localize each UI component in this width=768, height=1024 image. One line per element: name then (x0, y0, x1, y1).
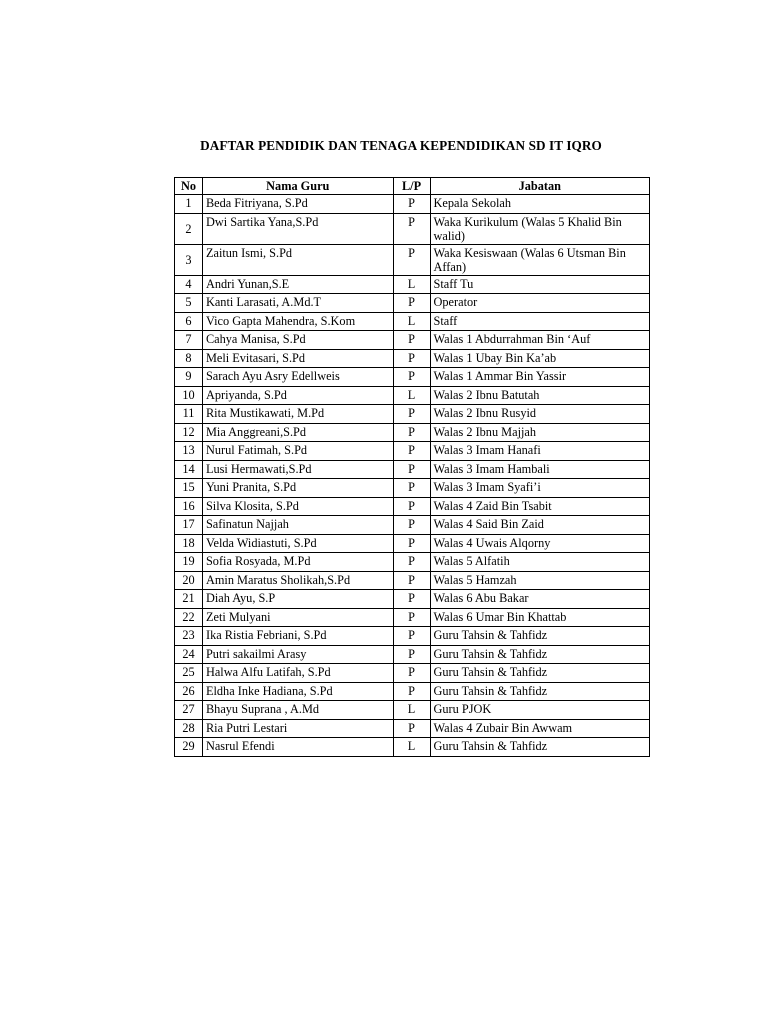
gender-cell: L (393, 386, 430, 405)
table-row (175, 719, 650, 738)
row-number: 9 (175, 368, 203, 387)
row-number: 2 (175, 213, 203, 244)
teacher-name: Nurul Fatimah, S.Pd (202, 442, 393, 461)
position-cell: Walas 4 Said Bin Zaid (430, 516, 649, 535)
gender-cell: P (393, 423, 430, 442)
row-number: 20 (175, 571, 203, 590)
gender-cell: P (393, 349, 430, 368)
table-row (175, 627, 650, 646)
row-number: 14 (175, 460, 203, 479)
row-number: 21 (175, 590, 203, 609)
position-cell: Walas 6 Umar Bin Khattab (430, 608, 649, 627)
gender-cell: P (393, 442, 430, 461)
gender-cell: P (393, 368, 430, 387)
row-number: 27 (175, 701, 203, 720)
teacher-name: Cahya Manisa, S.Pd (202, 331, 393, 350)
position-cell: Guru Tahsin & Tahfidz (430, 682, 649, 701)
gender-cell: P (393, 553, 430, 572)
teacher-name: Yuni Pranita, S.Pd (202, 479, 393, 498)
position-cell: Walas 2 Ibnu Rusyid (430, 405, 649, 424)
table-row (175, 275, 650, 294)
table-row (175, 497, 650, 516)
row-number: 29 (175, 738, 203, 757)
teacher-name: Putri sakailmi Arasy (202, 645, 393, 664)
row-number: 22 (175, 608, 203, 627)
gender-cell: P (393, 213, 430, 244)
row-number: 8 (175, 349, 203, 368)
position-cell: Operator (430, 294, 649, 313)
table-row (175, 423, 650, 442)
row-number: 24 (175, 645, 203, 664)
gender-cell: L (393, 312, 430, 331)
teacher-name: Zaitun Ismi, S.Pd (202, 244, 393, 275)
gender-cell: P (393, 571, 430, 590)
row-number: 6 (175, 312, 203, 331)
row-number: 18 (175, 534, 203, 553)
page-title: DAFTAR PENDIDIK DAN TENAGA KEPENDIDIKAN SD IT IQRO (200, 138, 602, 153)
teacher-name: Ria Putri Lestari (202, 719, 393, 738)
teacher-name: Sofia Rosyada, M.Pd (202, 553, 393, 572)
row-number: 4 (175, 275, 203, 294)
position-cell: Guru Tahsin & Tahfidz (430, 738, 649, 757)
teacher-name: Halwa Alfu Latifah, S.Pd (202, 664, 393, 683)
table-header-row (175, 178, 650, 195)
gender-cell: P (393, 479, 430, 498)
table-row (175, 645, 650, 664)
row-number: 19 (175, 553, 203, 572)
position-cell: Walas 3 Imam Hanafi (430, 442, 649, 461)
table-row (175, 312, 650, 331)
position-cell: Staff (430, 312, 649, 331)
row-number: 17 (175, 516, 203, 535)
row-number: 16 (175, 497, 203, 516)
position-cell: Walas 5 Alfatih (430, 553, 649, 572)
gender-cell: P (393, 590, 430, 609)
table-row (175, 571, 650, 590)
table-row (175, 368, 650, 387)
teacher-name: Zeti Mulyani (202, 608, 393, 627)
table-row (175, 460, 650, 479)
table-row (175, 516, 650, 535)
row-number: 23 (175, 627, 203, 646)
gender-cell: P (393, 331, 430, 350)
teacher-name: Ika Ristia Febriani, S.Pd (202, 627, 393, 646)
row-number: 3 (175, 244, 203, 275)
gender-cell: P (393, 719, 430, 738)
position-cell: Waka Kesiswaan (Walas 6 Utsman Bin Affan) (430, 244, 649, 275)
gender-cell: P (393, 627, 430, 646)
position-cell: Walas 2 Ibnu Majjah (430, 423, 649, 442)
table-row (175, 479, 650, 498)
position-cell: Walas 3 Imam Syafi’i (430, 479, 649, 498)
header-no: No (175, 178, 203, 195)
teacher-name: Safinatun Najjah (202, 516, 393, 535)
row-number: 26 (175, 682, 203, 701)
row-number: 11 (175, 405, 203, 424)
gender-cell: P (393, 195, 430, 214)
teacher-name: Apriyanda, S.Pd (202, 386, 393, 405)
position-cell: Walas 4 Uwais Alqorny (430, 534, 649, 553)
table-row (175, 294, 650, 313)
row-number: 28 (175, 719, 203, 738)
table-row (175, 553, 650, 572)
row-number: 5 (175, 294, 203, 313)
row-number: 7 (175, 331, 203, 350)
table-row (175, 213, 650, 244)
teacher-name: Amin Maratus Sholikah,S.Pd (202, 571, 393, 590)
gender-cell: P (393, 645, 430, 664)
teacher-name: Meli Evitasari, S.Pd (202, 349, 393, 368)
table-row (175, 331, 650, 350)
gender-cell: P (393, 460, 430, 479)
table-row (175, 590, 650, 609)
table-row (175, 386, 650, 405)
gender-cell: P (393, 294, 430, 313)
table-body (175, 195, 650, 757)
teacher-name: Sarach Ayu Asry Edellweis (202, 368, 393, 387)
table-row (175, 195, 650, 214)
position-cell: Kepala Sekolah (430, 195, 649, 214)
gender-cell: P (393, 405, 430, 424)
teacher-name: Mia Anggreani,S.Pd (202, 423, 393, 442)
position-cell: Walas 1 Abdurrahman Bin ‘Auf (430, 331, 649, 350)
row-number: 15 (175, 479, 203, 498)
table-row (175, 664, 650, 683)
position-cell: Walas 5 Hamzah (430, 571, 649, 590)
teacher-name: Andri Yunan,S.E (202, 275, 393, 294)
table-row (175, 405, 650, 424)
table-row (175, 534, 650, 553)
gender-cell: P (393, 664, 430, 683)
table-row (175, 349, 650, 368)
position-cell: Guru PJOK (430, 701, 649, 720)
teacher-name: Rita Mustikawati, M.Pd (202, 405, 393, 424)
row-number: 13 (175, 442, 203, 461)
gender-cell: P (393, 534, 430, 553)
position-cell: Waka Kurikulum (Walas 5 Khalid Bin walid) (430, 213, 649, 244)
table-row (175, 738, 650, 757)
row-number: 12 (175, 423, 203, 442)
teacher-name: Velda Widiastuti, S.Pd (202, 534, 393, 553)
position-cell: Walas 4 Zubair Bin Awwam (430, 719, 649, 738)
table-row (175, 608, 650, 627)
header-gender: L/P (393, 178, 430, 195)
teacher-name: Vico Gapta Mahendra, S.Kom (202, 312, 393, 331)
teacher-name: Nasrul Efendi (202, 738, 393, 757)
position-cell: Walas 4 Zaid Bin Tsabit (430, 497, 649, 516)
teacher-name: Lusi Hermawati,S.Pd (202, 460, 393, 479)
row-number: 10 (175, 386, 203, 405)
position-cell: Walas 3 Imam Hambali (430, 460, 649, 479)
header-name: Nama Guru (202, 178, 393, 195)
teacher-name: Diah Ayu, S.P (202, 590, 393, 609)
staff-table (174, 177, 650, 757)
teacher-name: Dwi Sartika Yana,S.Pd (202, 213, 393, 244)
gender-cell: P (393, 516, 430, 535)
gender-cell: P (393, 608, 430, 627)
gender-cell: P (393, 497, 430, 516)
gender-cell: P (393, 682, 430, 701)
position-cell: Walas 1 Ammar Bin Yassir (430, 368, 649, 387)
header-position: Jabatan (430, 178, 649, 195)
position-cell: Guru Tahsin & Tahfidz (430, 645, 649, 664)
gender-cell: L (393, 701, 430, 720)
teacher-name: Silva Klosita, S.Pd (202, 497, 393, 516)
teacher-name: Eldha Inke Hadiana, S.Pd (202, 682, 393, 701)
row-number: 1 (175, 195, 203, 214)
row-number: 25 (175, 664, 203, 683)
table-row (175, 442, 650, 461)
gender-cell: P (393, 244, 430, 275)
gender-cell: L (393, 738, 430, 757)
teacher-name: Beda Fitriyana, S.Pd (202, 195, 393, 214)
position-cell: Staff Tu (430, 275, 649, 294)
position-cell: Guru Tahsin & Tahfidz (430, 664, 649, 683)
gender-cell: L (393, 275, 430, 294)
position-cell: Walas 6 Abu Bakar (430, 590, 649, 609)
position-cell: Guru Tahsin & Tahfidz (430, 627, 649, 646)
table-row (175, 682, 650, 701)
position-cell: Walas 1 Ubay Bin Ka’ab (430, 349, 649, 368)
position-cell: Walas 2 Ibnu Batutah (430, 386, 649, 405)
table-row (175, 701, 650, 720)
teacher-name: Bhayu Suprana , A.Md (202, 701, 393, 720)
table-row (175, 244, 650, 275)
teacher-name: Kanti Larasati, A.Md.T (202, 294, 393, 313)
